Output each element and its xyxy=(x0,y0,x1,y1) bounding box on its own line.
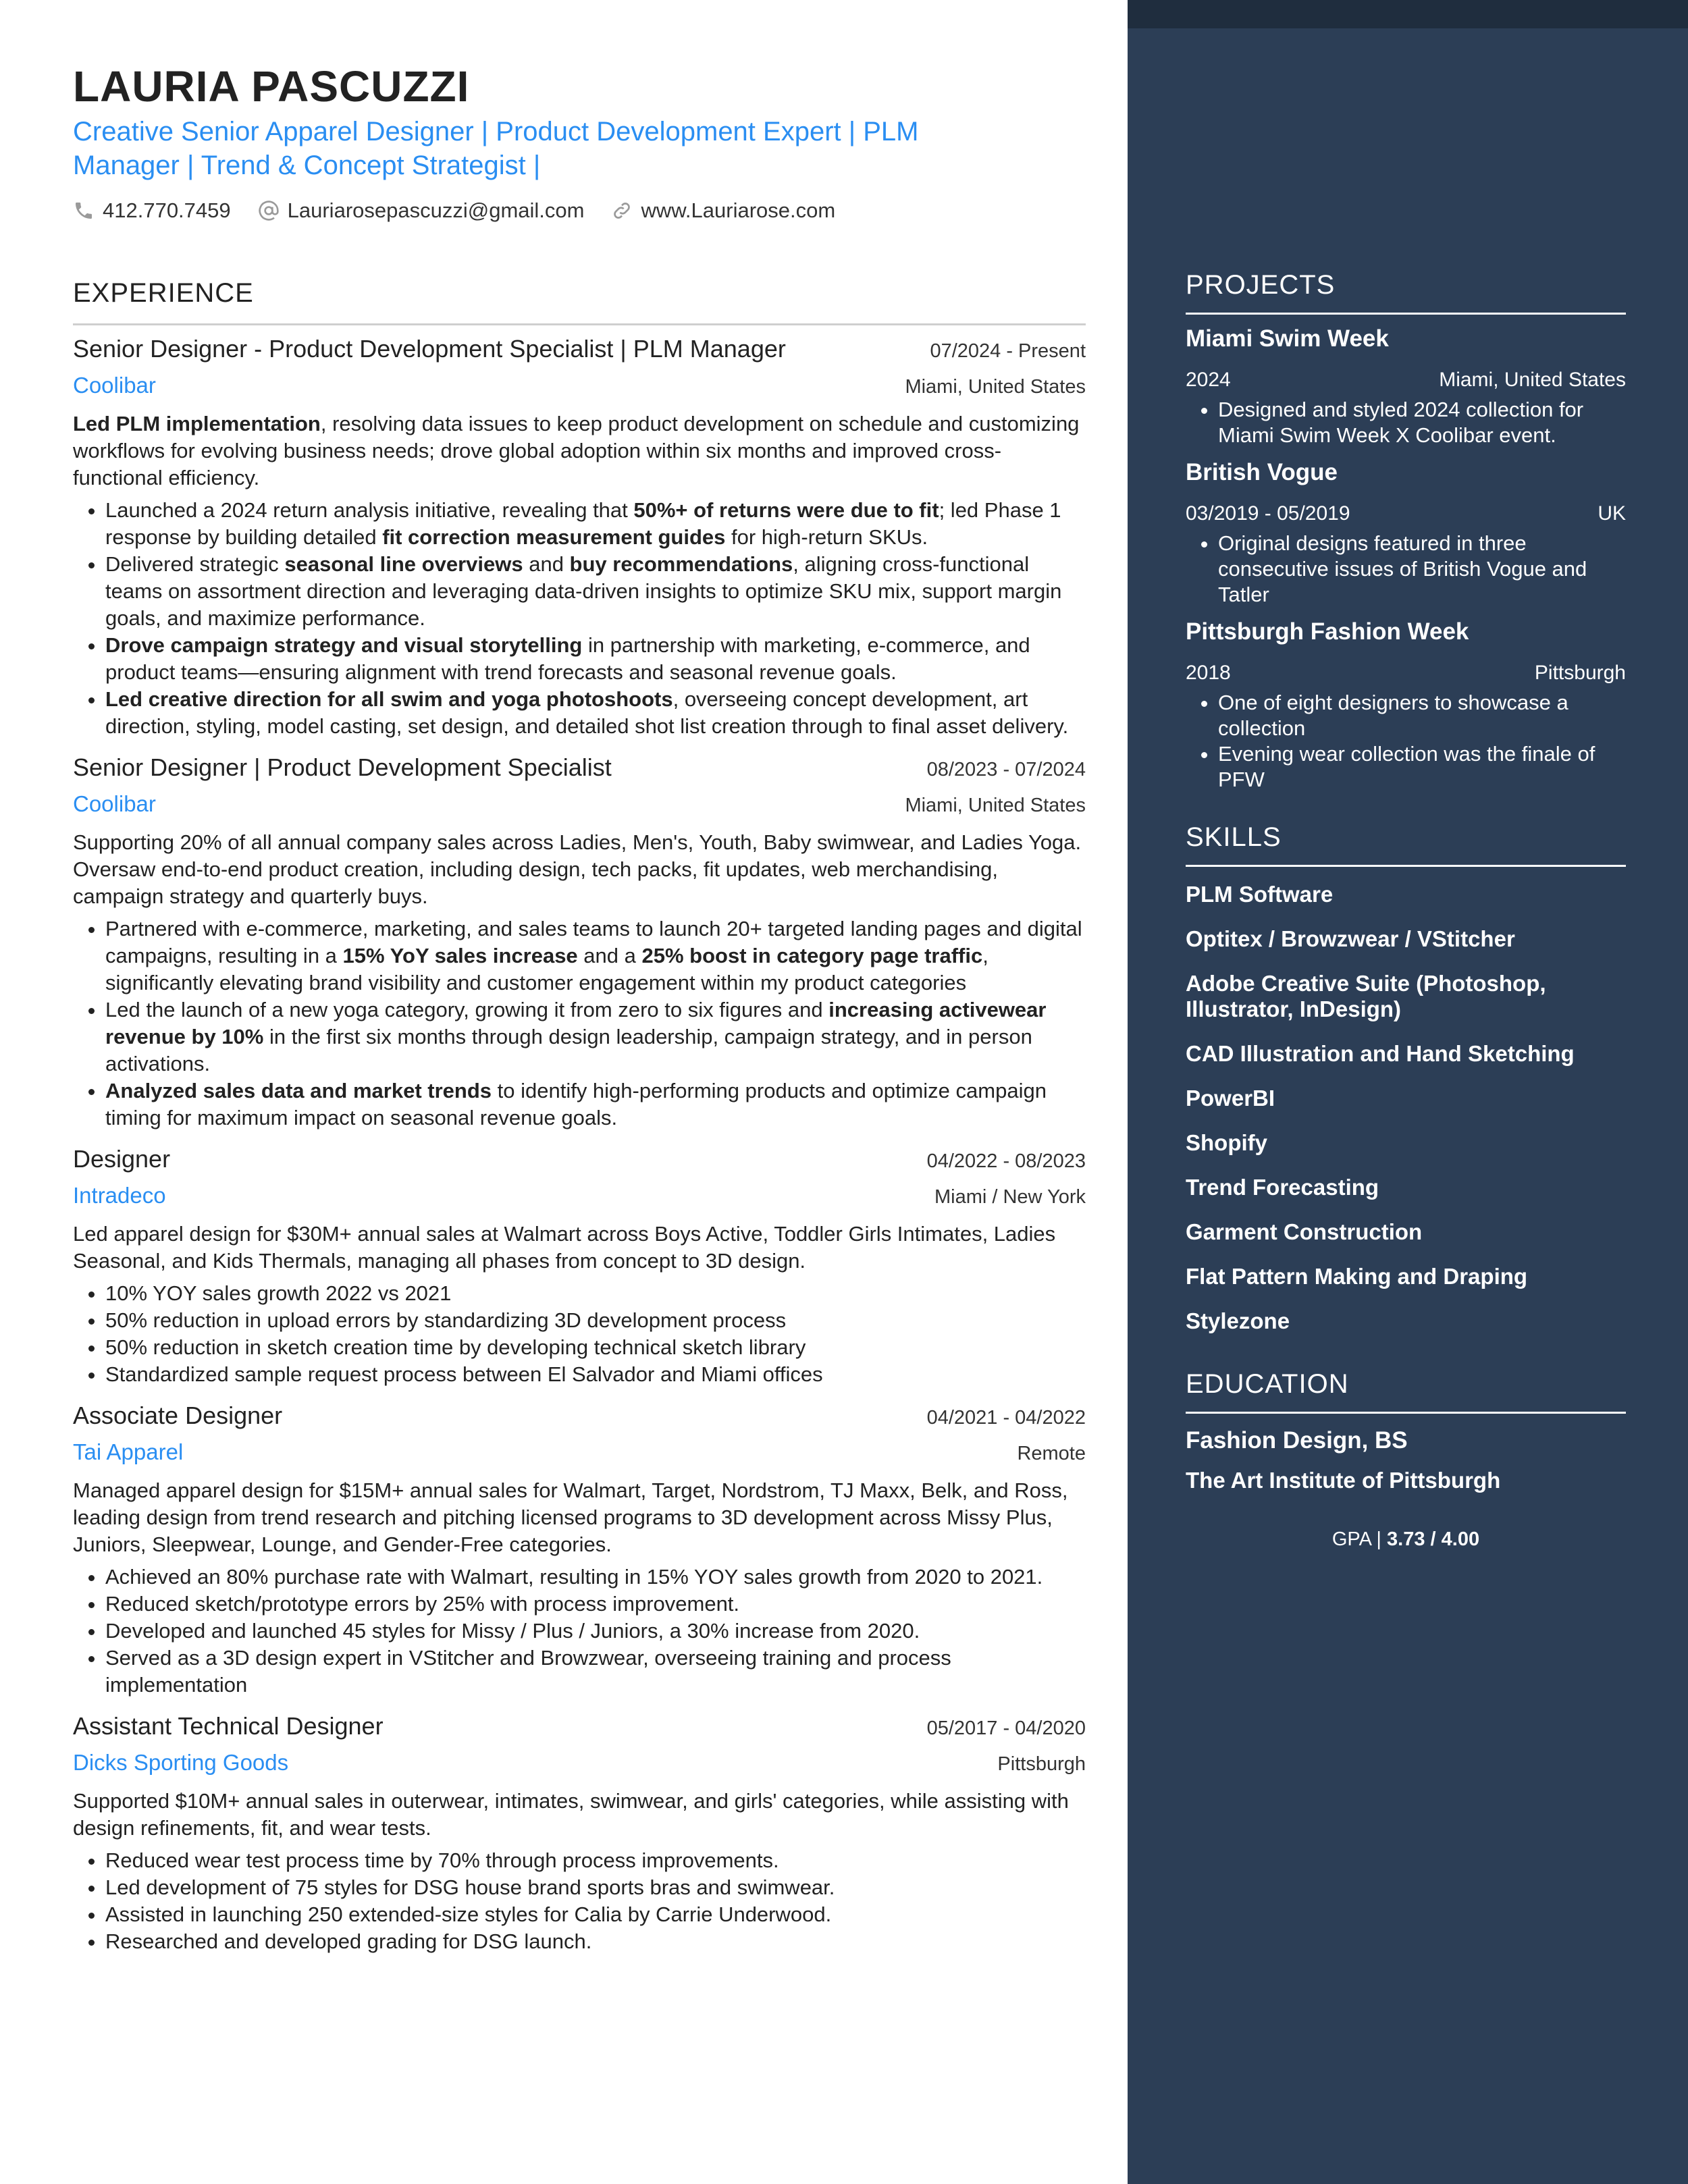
job-bullets xyxy=(73,915,1086,1131)
job-date: 05/2017 - 04/2020 xyxy=(926,1717,1086,1739)
education-gpa xyxy=(1186,1528,1626,1551)
project-bullets xyxy=(1186,531,1626,608)
email-address[interactable]: Lauriarosepascuzzi@gmail.com xyxy=(287,198,585,222)
project-entry xyxy=(1186,325,1626,448)
bullet-item xyxy=(105,1307,1086,1334)
job-description xyxy=(73,1788,1086,1842)
sidebar-column xyxy=(1186,270,1626,1551)
skill-item: Adobe Creative Suite (Photoshop, Illustrator, InDesign) xyxy=(1186,971,1546,1021)
bullet-item xyxy=(105,1618,1086,1645)
job-date: 04/2022 - 08/2023 xyxy=(926,1150,1086,1172)
job-bullets xyxy=(73,1564,1086,1699)
project-location: Pittsburgh xyxy=(1534,662,1626,684)
company-name: Coolibar xyxy=(73,373,156,398)
job-header xyxy=(73,335,1086,363)
bullet-item xyxy=(105,1645,1086,1699)
job-header xyxy=(73,1402,1086,1430)
job-description-text: Led apparel design for $30M+ annual sales at Walmart across Boys Active, Toddler Girls Intimates, Ladies Seasonal, and Kids Thermals, managing all phases from concept to 3D design. xyxy=(73,1222,1056,1273)
skill-item: PLM Software xyxy=(1186,882,1334,907)
bullet-item xyxy=(105,1077,1086,1131)
bullet-item xyxy=(105,632,1086,686)
gpa-separator: | xyxy=(1371,1528,1388,1550)
bullet-text: Researched and developed grading for DSG launch. xyxy=(105,1929,592,1953)
skills-list xyxy=(1186,882,1626,1334)
bullet-bold-text: 15% YoY sales increase xyxy=(342,944,578,967)
skill-item: Shopify xyxy=(1186,1130,1267,1155)
bullet-text: and a xyxy=(577,944,642,967)
project-meta xyxy=(1186,662,1626,685)
job-bullets xyxy=(73,497,1086,740)
job-subheader xyxy=(73,1183,1086,1208)
bullet-text: , aligning cross-functional teams on assortment direction and leveraging data-driven insights to optimize SKU mix, support margin goals, and maximize performance. xyxy=(105,552,1062,630)
sidebar-top-bar xyxy=(1128,0,1688,28)
bullet-bold-text: buy recommendations xyxy=(569,552,793,576)
company-name: Coolibar xyxy=(73,791,156,816)
education-school: The Art Institute of Pittsburgh xyxy=(1186,1468,1501,1493)
job-description-bold: Led PLM implementation xyxy=(73,412,321,435)
bullet-text: in partnership with marketing, e-commerce, and product teams—ensuring alignment with trend forecasts and seasonal revenue goals. xyxy=(105,633,1030,684)
bullet-text: 10% YOY sales growth 2022 vs 2021 xyxy=(105,1281,452,1305)
bullet-item xyxy=(105,1874,1086,1901)
bullet-text: Assisted in launching 250 extended-size styles for Calia by Carrie Underwood. xyxy=(105,1902,832,1926)
bullet-bold-text: 25% boost in category page traffic xyxy=(641,944,983,967)
job-title: Senior Designer | Product Development Specialist xyxy=(73,753,612,781)
bullet-text: and xyxy=(523,552,570,576)
bullet-item xyxy=(105,686,1086,740)
bullet-text: Standardized sample request process between El Salvador and Miami offices xyxy=(105,1362,823,1386)
project-location: UK xyxy=(1598,502,1626,525)
job-bullets xyxy=(73,1280,1086,1388)
projects-title: PROJECTS xyxy=(1186,270,1626,315)
job-description xyxy=(73,1221,1086,1275)
project-title: Miami Swim Week xyxy=(1186,325,1389,352)
bullet-item xyxy=(105,1564,1086,1591)
job-location: Remote xyxy=(1017,1443,1086,1464)
project-meta xyxy=(1186,502,1626,525)
bullet-text: Led development of 75 styles for DSG house brand sports bras and swimwear. xyxy=(105,1875,835,1899)
bullet-text: to identify high-performing products and optimize campaign timing for maximum impact on seasonal revenue goals. xyxy=(105,1079,1047,1129)
bullet-item xyxy=(105,1928,1086,1955)
bullet-text: Led the launch of a new yoga category, growing it from zero to six figures and xyxy=(105,998,829,1021)
job-header xyxy=(73,1712,1086,1740)
project-bullet: • Original designs featured in three consecutive issues of British Vogue and Tatler xyxy=(1218,531,1626,608)
job-date: 04/2021 - 04/2022 xyxy=(926,1407,1086,1429)
bullet-text: Reduced sketch/prototype errors by 25% with process improvement. xyxy=(105,1592,740,1616)
project-date: 03/2019 - 05/2019 xyxy=(1186,502,1350,525)
bullet-text: 50% reduction in sketch creation time by developing technical sketch library xyxy=(105,1335,806,1359)
bullet-item xyxy=(105,1591,1086,1618)
phone-icon xyxy=(73,200,95,221)
project-title: Pittsburgh Fashion Week xyxy=(1186,618,1469,645)
bullet-text: ; led Phase 1 response by building detailed xyxy=(105,498,1061,549)
skill-item: PowerBI xyxy=(1186,1086,1275,1111)
project-meta xyxy=(1186,369,1626,392)
job-entry xyxy=(73,1712,1086,1955)
bullet-text: Launched a 2024 return analysis initiative, revealing that xyxy=(105,498,634,522)
job-subheader xyxy=(73,1750,1086,1776)
contact-website xyxy=(611,198,835,223)
website-link[interactable]: www.Lauriarose.com xyxy=(641,198,836,222)
job-header xyxy=(73,753,1086,782)
job-description-text: Managed apparel design for $15M+ annual sales for Walmart, Target, Nordstrom, TJ Maxx, Belk, and Ross, leading design from trend research and pitching licensed programs to 3D development across Missy Plus, Juniors, Sleepwear, Lounge, and Gender-Free categories. xyxy=(73,1479,1068,1556)
skill-item: Optitex / Browzwear / VStitcher xyxy=(1186,926,1515,951)
bullet-bold-text: Drove campaign strategy and visual storytelling xyxy=(105,633,583,657)
headline: Creative Senior Apparel Designer | Product Development Expert | PLM Manager | Trend & Concept Strategist | xyxy=(73,117,919,180)
project-bullets xyxy=(1186,397,1626,448)
job-subheader xyxy=(73,1439,1086,1465)
contact-phone xyxy=(73,198,231,223)
bullet-item xyxy=(105,1901,1086,1928)
bullet-item xyxy=(105,996,1086,1077)
project-bullet: • Evening wear collection was the finale of PFW xyxy=(1218,741,1626,793)
job-entry xyxy=(73,1145,1086,1388)
bullet-item xyxy=(105,1361,1086,1388)
experience-list xyxy=(73,335,1086,1955)
job-header xyxy=(73,1145,1086,1173)
bullet-text: Developed and launched 45 styles for Missy / Plus / Juniors, a 30% increase from 2020. xyxy=(105,1619,920,1643)
bullet-text: Reduced wear test process time by 70% through process improvements. xyxy=(105,1848,779,1872)
bullet-text: in the first six months through design leadership, campaign strategy, and in person activations. xyxy=(105,1025,1032,1075)
project-entry xyxy=(1186,459,1626,608)
bullet-item xyxy=(105,497,1086,551)
projects-list xyxy=(1186,325,1626,793)
job-description-text: , resolving data issues to keep product development on schedule and customizing workflows for evolving business needs; drove global adoption within six months and improved cross-functional efficiency. xyxy=(73,412,1080,489)
skill-item: Stylezone xyxy=(1186,1308,1290,1333)
project-bullets xyxy=(1186,690,1626,793)
candidate-name: LAURIA PASCUZZI xyxy=(73,62,470,111)
bullet-text: , overseeing concept development, art direction, styling, model casting, set design, and detailed shot list creation through to final asset delivery. xyxy=(105,687,1069,738)
job-location: Miami / New York xyxy=(934,1186,1086,1208)
job-entry xyxy=(73,335,1086,740)
experience-title: EXPERIENCE xyxy=(73,278,1086,325)
job-entry xyxy=(73,753,1086,1131)
main-column xyxy=(73,61,1086,1955)
job-subheader xyxy=(73,373,1086,398)
job-description xyxy=(73,1477,1086,1558)
job-date: 08/2023 - 07/2024 xyxy=(926,759,1086,780)
bullet-bold-text: 50%+ of returns were due to fit xyxy=(633,498,939,522)
bullet-bold-text: seasonal line overviews xyxy=(284,552,523,576)
gpa-value: 3.73 xyxy=(1387,1528,1425,1550)
job-title: Senior Designer - Product Development Specialist | PLM Manager xyxy=(73,335,786,363)
skill-item: Garment Construction xyxy=(1186,1219,1423,1244)
project-date: 2024 xyxy=(1186,369,1231,391)
company-name: Dicks Sporting Goods xyxy=(73,1750,289,1775)
link-icon xyxy=(611,200,633,221)
project-title: British Vogue xyxy=(1186,459,1338,485)
project-bullet: • Designed and styled 2024 collection for Miami Swim Week X Coolibar event. xyxy=(1218,397,1626,448)
project-bullet: • One of eight designers to showcase a collection xyxy=(1218,690,1626,741)
job-description xyxy=(73,829,1086,910)
bullet-item xyxy=(105,915,1086,996)
skill-item: Flat Pattern Making and Draping xyxy=(1186,1264,1528,1289)
contact-row xyxy=(73,198,1086,223)
job-entry xyxy=(73,1402,1086,1699)
education-title: EDUCATION xyxy=(1186,1369,1626,1414)
gpa-max: / 4.00 xyxy=(1425,1528,1480,1550)
skill-item: Trend Forecasting xyxy=(1186,1175,1379,1200)
job-location: Pittsburgh xyxy=(997,1753,1086,1775)
job-description-text: Supported $10M+ annual sales in outerwear, intimates, swimwear, and girls' categories, while assisting with design refinements, fit, and wear tests. xyxy=(73,1789,1069,1840)
at-sign-icon xyxy=(258,200,280,221)
skill-item: CAD Illustration and Hand Sketching xyxy=(1186,1041,1575,1066)
bullet-text: Partnered with e-commerce, marketing, and sales teams to launch 20+ targeted landing pages and digital campaigns, resulting in a xyxy=(105,917,1082,967)
job-description xyxy=(73,410,1086,491)
bullet-text: Achieved an 80% purchase rate with Walmart, resulting in 15% YOY sales growth from 2020 to 2021. xyxy=(105,1565,1043,1589)
bullet-text: 50% reduction in upload errors by standardizing 3D development process xyxy=(105,1308,787,1332)
project-entry xyxy=(1186,618,1626,793)
bullet-item xyxy=(105,1280,1086,1307)
contact-email xyxy=(258,198,585,223)
bullet-item xyxy=(105,1334,1086,1361)
gpa-label: GPA xyxy=(1331,1528,1371,1550)
bullet-bold-text: Led creative direction for all swim and yoga photoshoots xyxy=(105,687,673,711)
job-location: Miami, United States xyxy=(905,795,1086,816)
phone-number[interactable]: 412.770.7459 xyxy=(103,198,231,222)
bullet-bold-text: Analyzed sales data and market trends xyxy=(105,1079,492,1102)
bullet-bold-text: increasing activewear revenue by 10% xyxy=(105,998,1047,1048)
project-location: Miami, United States xyxy=(1439,369,1626,391)
job-date: 07/2024 - Present xyxy=(930,340,1086,362)
bullet-item xyxy=(105,1847,1086,1874)
job-title: Designer xyxy=(73,1145,171,1173)
job-location: Miami, United States xyxy=(905,376,1086,398)
bullet-text: for high-return SKUs. xyxy=(725,525,928,549)
job-bullets xyxy=(73,1847,1086,1955)
job-description-text: Supporting 20% of all annual company sales across Ladies, Men's, Youth, Baby swimwear, and Ladies Yoga. Oversaw end-to-end product creation, including design, tech packs, fit updates, web merchandising, campaign strategy and quarterly buys. xyxy=(73,830,1082,908)
education-degree: Fashion Design, BS xyxy=(1186,1427,1408,1454)
project-date: 2018 xyxy=(1186,662,1231,684)
bullet-text: Served as a 3D design expert in VStitcher and Browzwear, overseeing training and process implementation xyxy=(105,1646,951,1697)
bullet-text: Delivered strategic xyxy=(105,552,285,576)
bullet-text: , significantly elevating brand visibility and customer engagement within my product categories xyxy=(105,944,988,994)
company-name: Tai Apparel xyxy=(73,1439,184,1464)
job-title: Associate Designer xyxy=(73,1402,283,1429)
bullet-item xyxy=(105,551,1086,632)
bullet-bold-text: fit correction measurement guides xyxy=(382,525,726,549)
job-subheader xyxy=(73,791,1086,817)
job-title: Assistant Technical Designer xyxy=(73,1712,384,1740)
skills-title: SKILLS xyxy=(1186,822,1626,867)
company-name: Intradeco xyxy=(73,1183,166,1208)
